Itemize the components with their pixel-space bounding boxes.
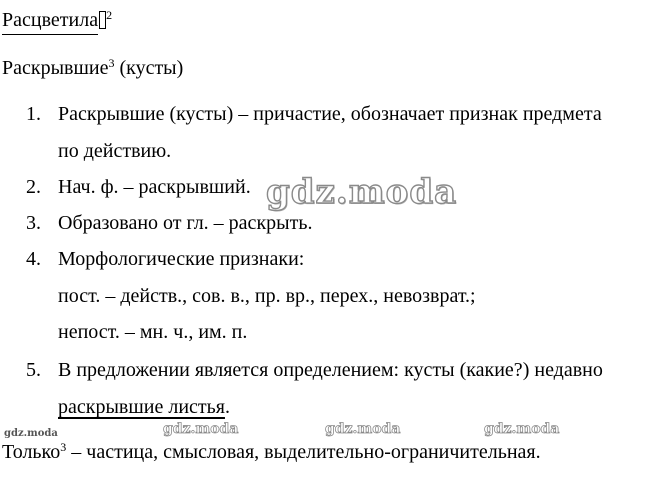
item-1-line-2: по действию. xyxy=(58,140,172,162)
item-4-line-3: непост. – мн. ч., им. п. xyxy=(58,321,248,343)
item-number-3: 3. xyxy=(26,212,41,234)
item-number-2: 2. xyxy=(26,176,41,198)
watermark-tiny: gdz.moda xyxy=(4,428,58,439)
item-4-line-2: пост. – действ., сов. в., пр. вр., перех., невозврат.; xyxy=(58,285,476,307)
item-5-line-1: В предложении является определением: кусты (какие?) недавно xyxy=(58,359,603,381)
item-number-4: 4. xyxy=(26,248,41,270)
underlined-phrase: раскрывшие листья xyxy=(58,396,225,418)
item-number-5: 5. xyxy=(26,359,41,381)
item-3-line-1: Образовано от гл. – раскрыть. xyxy=(58,212,313,234)
watermark-small-1: gdz.moda xyxy=(163,421,239,437)
heading xyxy=(2,8,112,32)
heading-footnote: 2 xyxy=(106,8,113,22)
footer-line: Только$^3$ – частица, смысловая, выделительно-ограничительная. xyxy=(2,440,541,463)
heading-word: Расцветила xyxy=(2,8,98,32)
item-number-1: 1. xyxy=(26,103,41,125)
watermark-main: gdz.moda xyxy=(266,172,458,212)
item-5-line-2: раскрывшие листья. xyxy=(58,396,230,418)
item-2-line-1: Нач. ф. – раскрывший. xyxy=(58,176,251,198)
watermark-small-2: gdz.moda xyxy=(325,421,401,437)
subheading: Раскрывшие$^3$ (кусты) xyxy=(2,56,184,79)
item-4-line-1: Морфологические признаки: xyxy=(58,248,305,270)
question-in-parens: (какие?) xyxy=(459,359,530,381)
item-1-line-1: Раскрывшие (кусты) – причастие, обозначает признак предмета xyxy=(58,103,602,125)
watermark-small-3: gdz.moda xyxy=(484,421,560,437)
